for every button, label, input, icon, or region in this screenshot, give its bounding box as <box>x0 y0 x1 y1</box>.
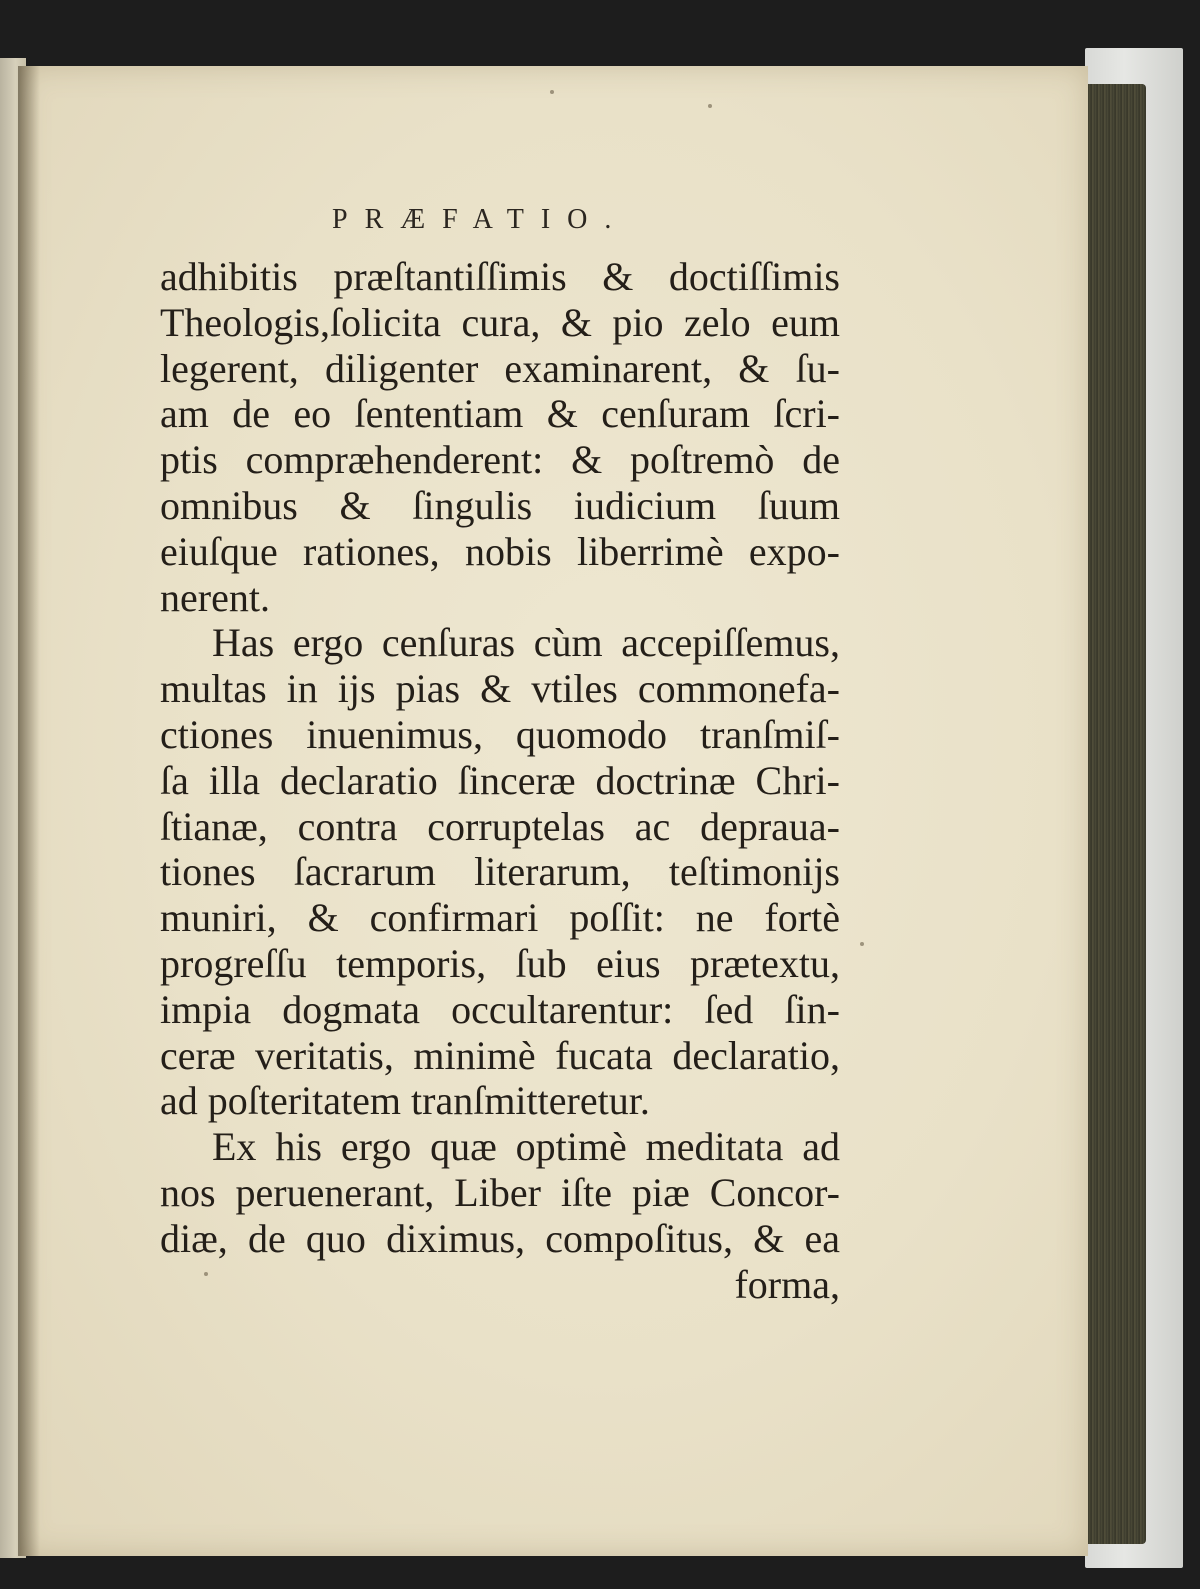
ink-speck <box>550 90 554 94</box>
body-text <box>160 254 840 1307</box>
text-line: omnibus & ſingulis iudicium ſuum <box>160 482 840 528</box>
text-line: legerent, diligenter examinarent, & ſu- <box>160 345 840 391</box>
text-line: ſtianæ, contra corruptelas ac deprauа- <box>160 803 840 849</box>
text-line: multas in ijs pias & vtiles commonefa- <box>160 666 840 712</box>
text-line: am de eo ſententiam & cenſuram ſcri- <box>160 391 840 437</box>
running-head: PRÆFATIO. <box>332 204 629 235</box>
text-line: muniri, & confirmari poſſit: ne fortè <box>160 895 840 941</box>
catchword: forma, <box>734 1261 840 1307</box>
text-line: diæ, de quo diximus, compoſitus, & ea <box>160 1215 840 1261</box>
text-line: nos peruenerant, Liber iſte piæ Concor- <box>160 1169 840 1215</box>
text-line: Ex his ergo quæ optimè meditata ad <box>212 1124 840 1170</box>
ink-speck <box>708 104 712 108</box>
text-line: tiones ſacrarum literarum, teſtimonijs <box>160 849 840 895</box>
page-edges <box>1088 84 1146 1544</box>
text-line: eiuſque rationes, nobis liberrimè expo- <box>160 528 840 574</box>
text-line: ptis compræhenderent: & poſtremò de <box>160 437 840 483</box>
text-line: ctiones inuenimus, quomodo tranſmiſ- <box>160 711 840 757</box>
text-line: adhibitis præſtantiſſimis & doctiſſimis <box>160 254 840 299</box>
book-page <box>20 66 1088 1556</box>
page-gutter-shadow <box>18 66 40 1556</box>
text-line: impia dogmata occultarentur: ſed ſin- <box>160 986 840 1032</box>
text-line: progreſſu temporis, ſub eius prætextu, <box>160 940 840 986</box>
text-line: ad poſteritatem tranſmitteretur. <box>160 1078 650 1124</box>
text-line: ceræ veritatis, minimè fucata declaratio, <box>160 1032 840 1078</box>
ink-speck <box>204 1272 208 1276</box>
ink-speck <box>860 942 864 946</box>
text-line: ſa illa declaratio ſinceræ doctrinæ Chri- <box>160 757 840 803</box>
text-line: Has ergo cenſuras cùm accepiſſemus, <box>212 620 840 666</box>
text-line: nerent. <box>160 574 270 620</box>
text-line: Theologis,ſolicita cura, & pio zelo eum <box>160 299 840 345</box>
